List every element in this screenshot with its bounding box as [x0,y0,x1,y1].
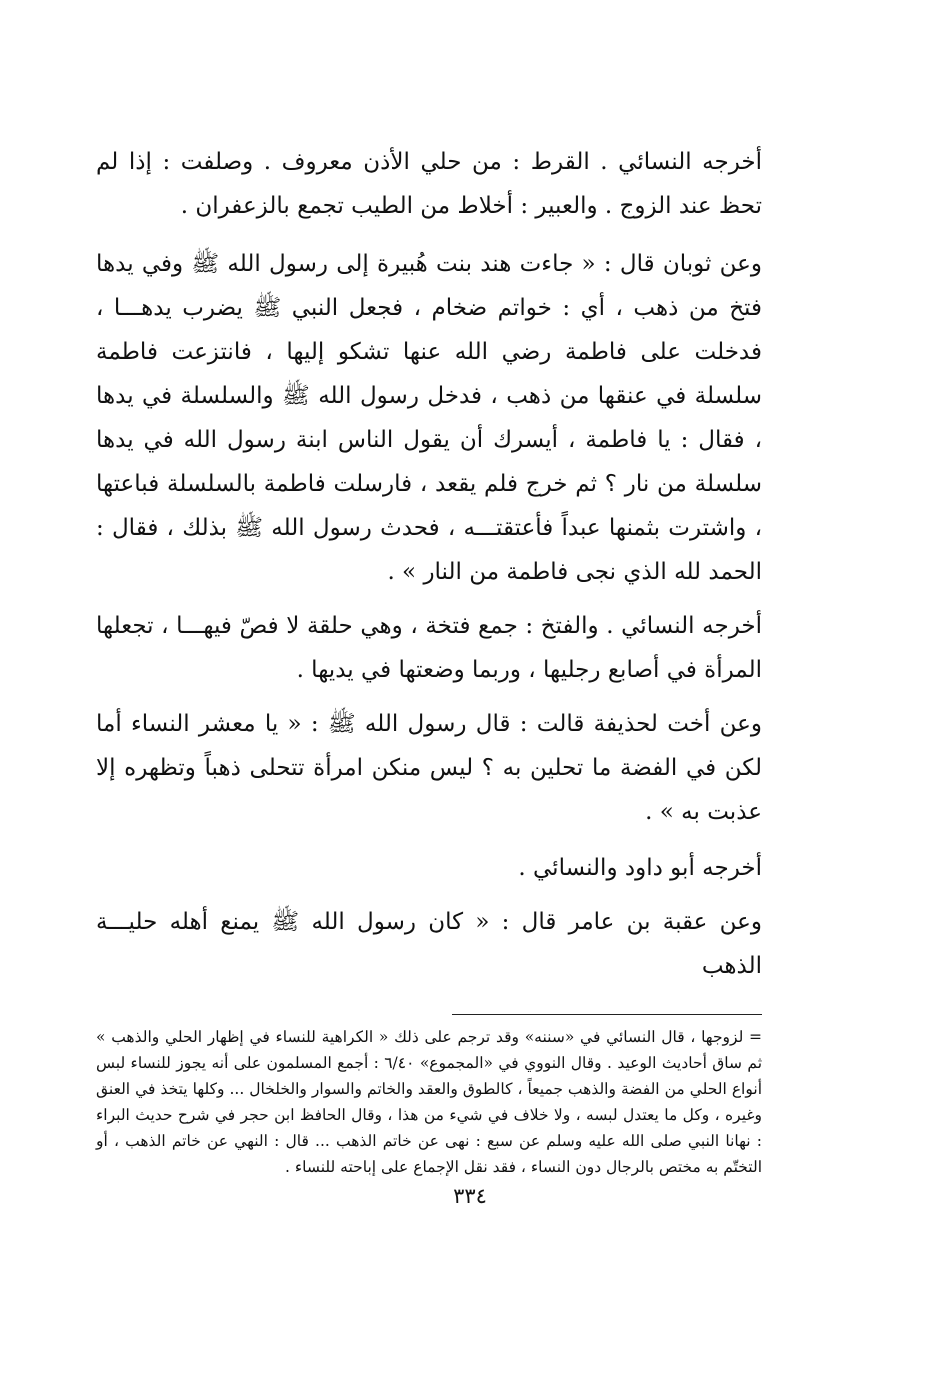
paragraph-4: وعن أخت لحذيفة قالت : قال رسول الله ﷺ : « يا معشر النساء أما لكن في الفضة ما تحلين به ؟ ليس منكن امرأة تتحلى ذهباً وتظهره إلا عذبت به » . [96,711,762,825]
paragraph-1: أخرجه النسائي . القرط : من حلي الأذن معروف . وصلفت : إذا لم تحظ عند الزوج . والعبير : أخلاط من الطيب تجمع بالزعفران . [96,149,762,219]
page-body [96,140,763,1176]
paragraph-5: أخرجه أبو داود والنسائي . [518,855,762,881]
footnote: = لزوجها ، قال النسائي في «سننه» وقد ترجم على ذلك « الكراهية للنساء في إظهار الحلي والذهب » ثم ساق أحاديث الوعيد . وقال النووي في «المجموع» ٦/٤٠ : أجمع المسلمون على أنه يجوز للنساء لبس أنواع الحلي من الفضة والذهب جميعاً ، كالطوق والعقد والخاتم والسوار والخلخال ... وكلها يتخذ في العنق وغيره ، وكل ما يعتدل لبسه ، ولا خلاف في شيء من هذا ، وقال الحافظ ابن حجر في شرح حديث البراء : نهانا النبي صلى الله عليه وسلم عن سبع : نهى عن خاتم الذهب ... قال : النهي عن خاتم الذهب ، أو التختّم به مختص بالرجال دون النساء ، فقد نقل الإجماع على إباحته للنساء . [96,1028,763,1176]
paragraph-3: أخرجه النسائي . والفتخ : جمع فتخة ، وهي حلقة لا فصّ فيهـــا ، تجعلها المرأة في أصابع رجليها ، وربما وضعتها في يديها . [96,613,762,683]
paragraph-6: وعن عقبة بن عامر قال : « كان رسول الله ﷺ يمنع أهله حليـــة الذهب [96,909,762,979]
paragraph-2: وعن ثوبان قال : « جاءت هند بنت هُبيرة إلى رسول الله ﷺ وفي يدها فتخ من ذهب ، أي : خواتم ضخام ، فجعل النبي ﷺ يضرب يدهـــا ، فدخلت على فاطمة رضي الله عنها تشكو إليها ، فانتزعت فاطمة سلسلة في عنقها من ذهب ، فدخل رسول الله ﷺ والسلسلة في يدها ، فقال : يا فاطمة ، أيسرك أن يقول الناس ابنة رسول الله في يدها سلسلة من نار ؟ ثم خرج فلم يقعد ، فارسلت فاطمة بالسلسلة فباعتها ، واشترت بثمنها عبداً فأعتقتـــه ، فحدث رسول الله ﷺ بذلك ، فقال : الحمد لله الذي نجى فاطمة من النار » . [96,251,762,585]
footnote-separator [452,1014,762,1015]
page-number: ٣٣٤ [453,1184,487,1208]
